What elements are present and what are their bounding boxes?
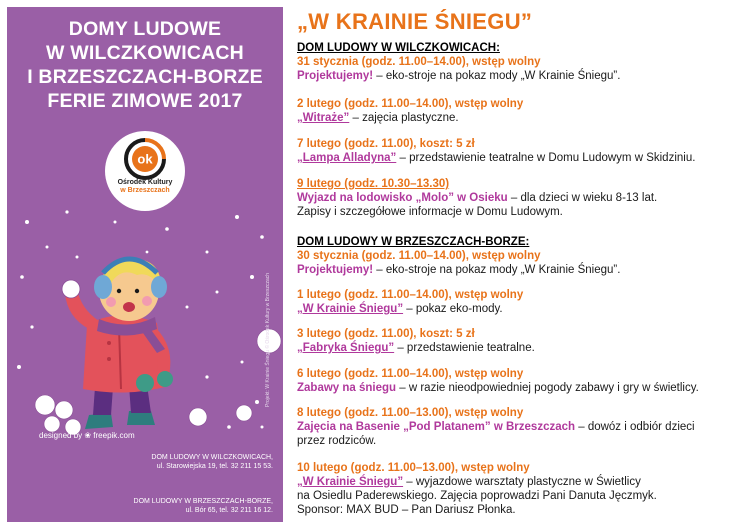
event-desc: – eko-stroje na pokaz mody „W Krainie Śniegu”. bbox=[373, 264, 621, 276]
section-heading-brzeszcze-bor: DOM LUDOWY W BRZESZCZACH-BORZE: bbox=[297, 236, 530, 248]
address-line: ul. Starowiejska 19, tel. 32 211 15 53. bbox=[156, 463, 273, 470]
event-line bbox=[297, 191, 657, 205]
event-desc: – dowóz i odbiór dzieci bbox=[575, 421, 695, 433]
event-line bbox=[297, 302, 503, 316]
event-desc: – eko-stroje na pokaz mody „W Krainie Śniegu”. bbox=[373, 70, 621, 82]
event-desc: – przedstawienie teatralne w Domu Ludowym w Skidziniu. bbox=[396, 152, 696, 164]
event-name: Wyjazd na lodowisko „Molo” w Osieku bbox=[297, 192, 508, 204]
event-when: 9 lutego (godz. 10.30–13.30) bbox=[297, 178, 450, 190]
event-line bbox=[297, 263, 620, 277]
event-line bbox=[297, 151, 695, 165]
address-line: DOM LUDOWY W BRZESZCZACH-BORZE, bbox=[133, 498, 273, 505]
event-when: 10 lutego (godz. 11.00–13.00), wstęp wolny bbox=[297, 462, 530, 474]
event-date bbox=[297, 55, 541, 69]
poster-title bbox=[7, 17, 283, 113]
event-date bbox=[297, 137, 475, 151]
address-line: DOM LUDOWY W WILCZKOWICACH, bbox=[151, 454, 273, 461]
event-name: „Fabryka Śniegu” bbox=[297, 342, 395, 354]
event-name: Projektujemy! bbox=[297, 70, 374, 82]
event-when: 31 stycznia (godz. 11.00–14.00), wstęp wolny bbox=[297, 56, 541, 68]
event-desc: – wyjazdowe warsztaty plastyczne w Świetlicy bbox=[403, 476, 641, 488]
sponsor-line: Sponsor: MAX BUD – Pan Dariusz Płonka. bbox=[297, 504, 516, 516]
event-desc: – pokaz eko-mody. bbox=[403, 303, 503, 315]
poster-left-panel bbox=[7, 7, 283, 522]
event-extra: Zapisy i szczegółowe informacje w Domu Ludowym. bbox=[297, 206, 563, 218]
address-line: ul. Bór 65, tel. 32 211 16 12. bbox=[185, 507, 273, 514]
event-desc: – w razie nieodpowiedniej pogody zabawy i gry w świetlicy. bbox=[396, 382, 699, 394]
event-date bbox=[297, 327, 475, 341]
event-line bbox=[297, 420, 695, 434]
event-date bbox=[297, 249, 541, 263]
event-date bbox=[297, 461, 530, 475]
event-name: Zajęcia na Basenie „Pod Platanem” w Brzeszczach bbox=[297, 421, 576, 433]
event-desc: – dla dzieci w wieku 8-13 lat. bbox=[507, 192, 658, 204]
event-name: „W Krainie Śniegu” bbox=[297, 476, 404, 488]
event-name: Zabawy na śniegu bbox=[297, 382, 397, 394]
event-date bbox=[297, 97, 523, 111]
event-when: 3 lutego (godz. 11.00), koszt: 5 zł bbox=[297, 328, 475, 340]
event-line bbox=[297, 341, 535, 355]
organizer-logo bbox=[105, 131, 185, 211]
event-when: 1 lutego (godz. 11.00–14.00), wstęp wolny bbox=[297, 289, 524, 301]
poster-title-line: I BRZESZCZACH-BORZE bbox=[27, 66, 263, 88]
event-when: 7 lutego (godz. 11.00), koszt: 5 zł bbox=[297, 138, 475, 150]
poster-title-line: DOMY LUDOWE bbox=[68, 18, 222, 40]
event-when: 2 lutego (godz. 11.00–14.00), wstęp wolny bbox=[297, 98, 524, 110]
event-desc: – przedstawienie teatralne. bbox=[394, 342, 535, 354]
freepik-credit: designed by ❀ freepik.com bbox=[39, 431, 135, 440]
event-name: „Witraże” bbox=[297, 112, 350, 124]
logo-line-2: w Brzeszczach bbox=[120, 187, 170, 194]
ok-logo-icon bbox=[123, 137, 167, 181]
event-line bbox=[297, 381, 699, 395]
event-when: 30 stycznia (godz. 11.00–14.00), wstęp wolny bbox=[297, 250, 541, 262]
event-name: „W Krainie Śniegu” bbox=[297, 303, 404, 315]
event-desc: – zajęcia plastyczne. bbox=[349, 112, 459, 124]
section-heading-wilczkowice: DOM LUDOWY W WILCZKOWICACH: bbox=[297, 42, 500, 54]
logo-line-1: Ośrodek Kultury bbox=[117, 179, 173, 186]
child-throwing-snowball-illustration bbox=[37, 247, 237, 437]
address-wilczkowice bbox=[73, 453, 273, 471]
main-title: „W KRAINIE ŚNIEGU” bbox=[297, 9, 533, 34]
event-name: „Lampa Alladyna” bbox=[297, 152, 397, 164]
event-date bbox=[297, 288, 523, 302]
event-date bbox=[297, 406, 523, 420]
event-line bbox=[297, 111, 459, 125]
event-date bbox=[297, 367, 523, 381]
poster-title-line: FERIE ZIMOWE 2017 bbox=[47, 90, 243, 112]
event-line bbox=[297, 69, 620, 83]
event-line bbox=[297, 475, 641, 489]
event-extra: na Osiedlu Paderewskiego. Zajęcia poprowadzi Pani Danuta Jęczmyk. bbox=[297, 490, 657, 502]
event-when: 8 lutego (godz. 11.00–13.00), wstęp wolny bbox=[297, 407, 524, 419]
poster-title-line: W WILCZKOWICACH bbox=[46, 42, 244, 64]
logo-mark: ok bbox=[137, 151, 153, 167]
address-brzeszcze-bor bbox=[73, 497, 273, 515]
event-date bbox=[297, 177, 449, 191]
event-name: Projektujemy! bbox=[297, 264, 374, 276]
event-when: 6 lutego (godz. 11.00–14.00), wstęp wolny bbox=[297, 368, 524, 380]
event-extra: przez rodziców. bbox=[297, 435, 377, 447]
vertical-credit: Projekt: W Krainie Śniegu © Ośrodek Kultury w Brzeszczach bbox=[265, 272, 271, 407]
